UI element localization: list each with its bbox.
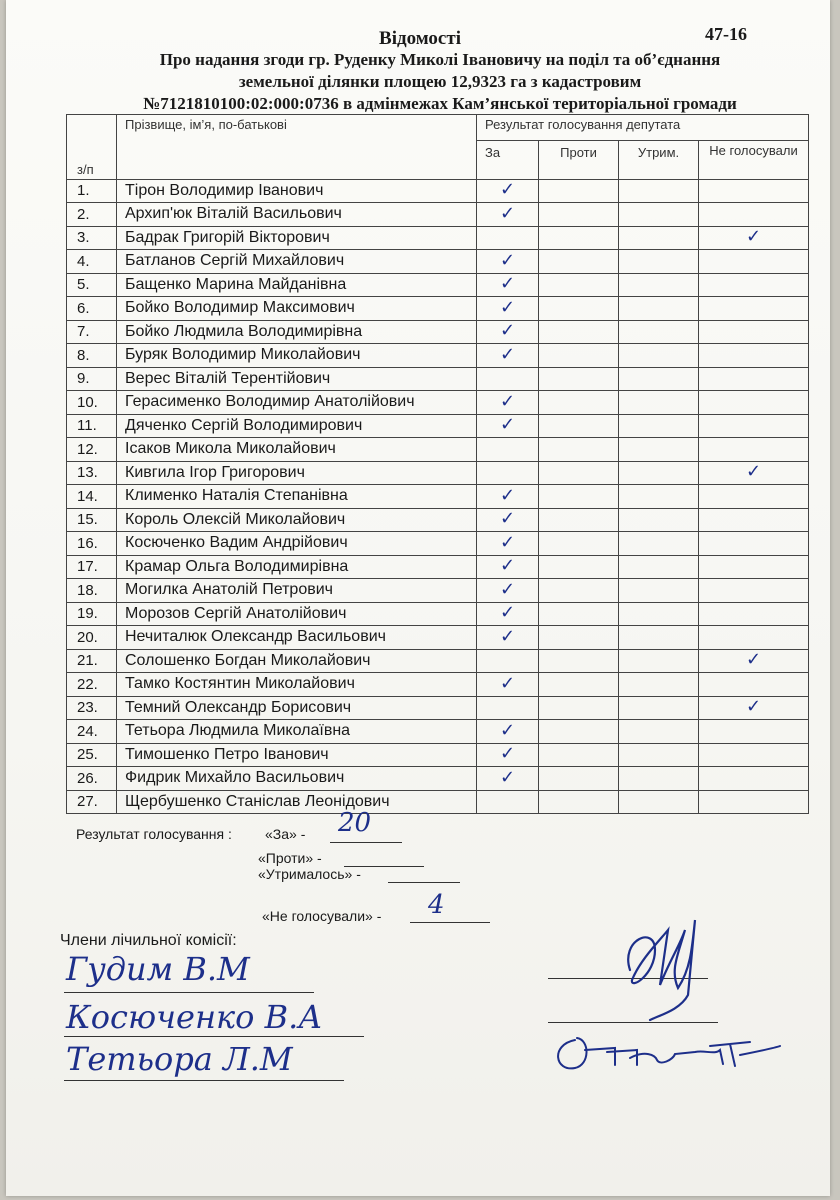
- vote-cell-ne: [699, 555, 809, 579]
- vote-cell-utrym: [619, 602, 699, 626]
- vote-cell-proty: [539, 579, 619, 603]
- vote-cell-za: [477, 367, 539, 391]
- voting-table: [66, 114, 809, 814]
- vote-cell-ne: [699, 602, 809, 626]
- vote-cell-ne: [699, 532, 809, 556]
- commission-signature-1: Гудим В.М: [66, 950, 250, 988]
- vote-cell-za: [477, 438, 539, 462]
- vote-cell-ne: [699, 579, 809, 603]
- table-row: [67, 391, 809, 415]
- table-row: [67, 203, 809, 227]
- vote-cell-za: [477, 179, 539, 203]
- table-row: [67, 485, 809, 509]
- vote-cell-ne: [699, 438, 809, 462]
- row-number: 26.: [67, 767, 117, 791]
- vote-cell-za: [477, 485, 539, 509]
- vote-cell-utrym: [619, 579, 699, 603]
- vote-cell-proty: [539, 649, 619, 673]
- vote-cell-proty: [539, 626, 619, 650]
- row-number: 14.: [67, 485, 117, 509]
- row-number: 18.: [67, 579, 117, 603]
- table-row: [67, 532, 809, 556]
- vote-cell-utrym: [619, 438, 699, 462]
- vote-cell-proty: [539, 320, 619, 344]
- deputy-name: Щербушенко Станіслав Леонідович: [117, 790, 477, 814]
- table-row: [67, 273, 809, 297]
- row-number: 20.: [67, 626, 117, 650]
- header-za: За: [477, 140, 539, 179]
- vote-cell-utrym: [619, 320, 699, 344]
- deputy-name: Бадрак Григорій Вікторович: [117, 226, 477, 250]
- row-number: 7.: [67, 320, 117, 344]
- commission-signature-2: Косюченко В.А: [66, 998, 323, 1036]
- vote-cell-za: [477, 767, 539, 791]
- za-label: «За» -: [265, 826, 306, 842]
- check-mark-icon: ✓: [745, 226, 762, 248]
- header-utrym: Утрим.: [619, 140, 699, 179]
- signature-line-3: [64, 1080, 344, 1081]
- vote-cell-ne: [699, 273, 809, 297]
- row-number: 2.: [67, 203, 117, 227]
- vote-cell-ne: [699, 203, 809, 227]
- deputy-name: Крамар Ольга Володимирівна: [117, 555, 477, 579]
- check-mark-icon: ✓: [745, 461, 762, 483]
- vote-cell-proty: [539, 414, 619, 438]
- vote-cell-ne: [699, 485, 809, 509]
- vote-cell-proty: [539, 297, 619, 321]
- check-mark-icon: ✓: [499, 555, 516, 577]
- vote-cell-utrym: [619, 226, 699, 250]
- vote-cell-utrym: [619, 344, 699, 368]
- header-name: Прізвище, ім’я, по-батькові: [117, 115, 477, 180]
- check-mark-icon: ✓: [499, 625, 516, 647]
- vote-cell-utrym: [619, 273, 699, 297]
- deputy-name: Буряк Володимир Миколайович: [117, 344, 477, 368]
- vote-cell-ne: [699, 673, 809, 697]
- table-row: [67, 743, 809, 767]
- vote-cell-za: [477, 696, 539, 720]
- vote-cell-ne: [699, 743, 809, 767]
- check-mark-icon: ✓: [499, 249, 516, 271]
- vote-cell-proty: [539, 367, 619, 391]
- commission-label: Члени лічильної комісії:: [60, 932, 237, 949]
- vote-cell-utrym: [619, 649, 699, 673]
- vote-cell-za: [477, 226, 539, 250]
- signature-line-2: [64, 1036, 364, 1037]
- vote-cell-proty: [539, 391, 619, 415]
- deputy-name: Тимошенко Петро Іванович: [117, 743, 477, 767]
- vote-cell-proty: [539, 720, 619, 744]
- vote-cell-ne: [699, 461, 809, 485]
- proty-label: «Проти» -: [258, 850, 322, 866]
- table-row: [67, 720, 809, 744]
- deputy-name: Кивгила Ігор Григорович: [117, 461, 477, 485]
- row-number: 12.: [67, 438, 117, 462]
- vote-cell-za: [477, 673, 539, 697]
- vote-cell-za: [477, 532, 539, 556]
- row-number: 19.: [67, 602, 117, 626]
- check-mark-icon: ✓: [499, 531, 516, 553]
- vote-cell-proty: [539, 438, 619, 462]
- vote-cell-za: [477, 649, 539, 673]
- vote-cell-proty: [539, 743, 619, 767]
- deputy-name: Тетьора Людмила Миколаївна: [117, 720, 477, 744]
- vote-cell-za: [477, 250, 539, 274]
- vote-cell-proty: [539, 790, 619, 814]
- vote-cell-ne: [699, 696, 809, 720]
- vote-cell-proty: [539, 602, 619, 626]
- vote-cell-za: [477, 461, 539, 485]
- deputy-name: Бойко Людмила Володимирівна: [117, 320, 477, 344]
- vote-cell-ne: [699, 414, 809, 438]
- vote-cell-ne: [699, 297, 809, 321]
- row-number: 24.: [67, 720, 117, 744]
- check-mark-icon: ✓: [499, 202, 516, 224]
- row-number: 8.: [67, 344, 117, 368]
- vote-cell-ne: [699, 250, 809, 274]
- row-number: 3.: [67, 226, 117, 250]
- deputy-name: Темний Олександр Борисович: [117, 696, 477, 720]
- vote-cell-za: [477, 344, 539, 368]
- row-number: 9.: [67, 367, 117, 391]
- vote-cell-ne: [699, 626, 809, 650]
- utrym-label: «Утрималось» -: [258, 866, 361, 882]
- deputy-name: Морозов Сергій Анатолійович: [117, 602, 477, 626]
- vote-cell-proty: [539, 508, 619, 532]
- vote-cell-utrym: [619, 179, 699, 203]
- table-row: [67, 696, 809, 720]
- vote-cell-utrym: [619, 743, 699, 767]
- document-title: Відомості: [379, 28, 461, 49]
- deputy-name: Могилка Анатолій Петрович: [117, 579, 477, 603]
- deputy-name: Архип'юк Віталій Васильович: [117, 203, 477, 227]
- deputy-name: Герасименко Володимир Анатолійович: [117, 391, 477, 415]
- row-number: 6.: [67, 297, 117, 321]
- deputy-name: Верес Віталій Терентійович: [117, 367, 477, 391]
- vote-cell-proty: [539, 485, 619, 509]
- check-mark-icon: ✓: [499, 672, 516, 694]
- vote-cell-utrym: [619, 767, 699, 791]
- vote-cell-utrym: [619, 790, 699, 814]
- check-mark-icon: ✓: [499, 766, 516, 788]
- document-number: 47-16: [705, 24, 747, 44]
- deputy-name: Клименко Наталія Степанівна: [117, 485, 477, 509]
- vote-cell-ne: [699, 344, 809, 368]
- header-result: Результат голосування депутата: [477, 115, 809, 141]
- za-count: 20: [338, 808, 372, 838]
- deputy-name: Косюченко Вадим Андрійович: [117, 532, 477, 556]
- header-ne: Не голосували: [699, 140, 809, 179]
- vote-cell-ne: [699, 320, 809, 344]
- vote-cell-ne: [699, 508, 809, 532]
- check-mark-icon: ✓: [499, 343, 516, 365]
- deputy-name: Тамко Костянтин Миколайович: [117, 673, 477, 697]
- vote-cell-ne: [699, 720, 809, 744]
- check-mark-icon: ✓: [499, 320, 516, 342]
- row-number: 27.: [67, 790, 117, 814]
- check-mark-icon: ✓: [499, 484, 516, 506]
- table-row: [67, 438, 809, 462]
- vote-cell-utrym: [619, 532, 699, 556]
- check-mark-icon: ✓: [499, 578, 516, 600]
- table-row: [67, 226, 809, 250]
- check-mark-icon: ✓: [499, 719, 516, 741]
- table-row: [67, 649, 809, 673]
- row-number: 4.: [67, 250, 117, 274]
- row-number: 16.: [67, 532, 117, 556]
- vote-cell-utrym: [619, 485, 699, 509]
- vote-cell-proty: [539, 344, 619, 368]
- table-row: [67, 602, 809, 626]
- vote-cell-proty: [539, 555, 619, 579]
- vote-cell-utrym: [619, 508, 699, 532]
- table-row: [67, 414, 809, 438]
- vote-cell-utrym: [619, 367, 699, 391]
- row-number: 15.: [67, 508, 117, 532]
- vote-cell-proty: [539, 273, 619, 297]
- signature-line-1: [64, 992, 314, 993]
- subject-line-2: земельної ділянки площею 12,9323 га з кадастровим: [238, 72, 642, 91]
- vote-cell-proty: [539, 250, 619, 274]
- table-row: [67, 344, 809, 368]
- row-number: 17.: [67, 555, 117, 579]
- check-mark-icon: ✓: [499, 273, 516, 295]
- vote-cell-za: [477, 297, 539, 321]
- table-row: [67, 673, 809, 697]
- vote-cell-utrym: [619, 673, 699, 697]
- vote-cell-utrym: [619, 555, 699, 579]
- vote-cell-utrym: [619, 626, 699, 650]
- vote-cell-za: [477, 743, 539, 767]
- table-row: [67, 461, 809, 485]
- vote-cell-za: [477, 602, 539, 626]
- table-row: [67, 179, 809, 203]
- vote-cell-proty: [539, 179, 619, 203]
- vote-cell-utrym: [619, 696, 699, 720]
- vote-cell-proty: [539, 767, 619, 791]
- check-mark-icon: ✓: [745, 696, 762, 718]
- vote-cell-za: [477, 203, 539, 227]
- vote-cell-za: [477, 391, 539, 415]
- row-number: 10.: [67, 391, 117, 415]
- secretary-signature-icon: [545, 1010, 785, 1080]
- deputy-name: Бащенко Марина Майданівна: [117, 273, 477, 297]
- vote-cell-ne: [699, 767, 809, 791]
- table-row: [67, 297, 809, 321]
- deputy-name: Дяченко Сергій Володимирович: [117, 414, 477, 438]
- za-line: [330, 842, 402, 843]
- vote-cell-ne: [699, 367, 809, 391]
- commission-signature-3: Тетьора Л.М: [66, 1040, 293, 1078]
- vote-cell-utrym: [619, 203, 699, 227]
- check-mark-icon: ✓: [499, 296, 516, 318]
- table-row: [67, 790, 809, 814]
- vote-cell-za: [477, 273, 539, 297]
- vote-cell-ne: [699, 179, 809, 203]
- table-row: [67, 508, 809, 532]
- vote-cell-ne: [699, 391, 809, 415]
- deputy-name: Нечиталюк Олександр Васильович: [117, 626, 477, 650]
- ne-label: «Не голосували» -: [262, 908, 382, 924]
- vote-cell-utrym: [619, 414, 699, 438]
- deputy-name: Король Олексій Миколайович: [117, 508, 477, 532]
- table-row: [67, 367, 809, 391]
- row-number: 21.: [67, 649, 117, 673]
- check-mark-icon: ✓: [499, 743, 516, 765]
- row-number: 25.: [67, 743, 117, 767]
- vote-cell-ne: [699, 790, 809, 814]
- vote-cell-za: [477, 555, 539, 579]
- vote-cell-proty: [539, 461, 619, 485]
- table-row: [67, 767, 809, 791]
- row-number: 13.: [67, 461, 117, 485]
- table-row: [67, 250, 809, 274]
- deputy-name: Бойко Володимир Максимович: [117, 297, 477, 321]
- vote-cell-za: [477, 320, 539, 344]
- deputy-name: Ісаков Микола Миколайович: [117, 438, 477, 462]
- row-number: 1.: [67, 179, 117, 203]
- vote-cell-utrym: [619, 461, 699, 485]
- vote-cell-za: [477, 626, 539, 650]
- check-mark-icon: ✓: [499, 508, 516, 530]
- vote-cell-za: [477, 508, 539, 532]
- deputy-name: Фидрик Михайло Васильович: [117, 767, 477, 791]
- check-mark-icon: ✓: [499, 414, 516, 436]
- results-label: Результат голосування :: [76, 826, 232, 842]
- vote-cell-za: [477, 790, 539, 814]
- row-number: 11.: [67, 414, 117, 438]
- check-mark-icon: ✓: [499, 390, 516, 412]
- utrym-line: [388, 882, 460, 883]
- vote-cell-proty: [539, 673, 619, 697]
- vote-cell-za: [477, 414, 539, 438]
- vote-cell-za: [477, 720, 539, 744]
- deputy-name: Солошенко Богдан Миколайович: [117, 649, 477, 673]
- deputy-name: Батланов Сергій Михайлович: [117, 250, 477, 274]
- header-proty: Проти: [539, 140, 619, 179]
- vote-cell-utrym: [619, 297, 699, 321]
- ne-count: 4: [428, 890, 445, 920]
- subject-line-3: №7121810100:02:000:0736 в адмінмежах Кам’янської територіальної громади: [143, 94, 737, 113]
- ne-line: [410, 922, 490, 923]
- check-mark-icon: ✓: [745, 649, 762, 671]
- vote-cell-za: [477, 579, 539, 603]
- table-row: [67, 579, 809, 603]
- vote-cell-proty: [539, 226, 619, 250]
- vote-cell-proty: [539, 203, 619, 227]
- vote-cell-ne: [699, 226, 809, 250]
- table-row: [67, 320, 809, 344]
- vote-cell-utrym: [619, 391, 699, 415]
- header-num: з/п: [67, 115, 117, 180]
- check-mark-icon: ✓: [499, 602, 516, 624]
- row-number: 23.: [67, 696, 117, 720]
- vote-cell-utrym: [619, 720, 699, 744]
- vote-cell-ne: [699, 649, 809, 673]
- deputy-name: Тірон Володимир Іванович: [117, 179, 477, 203]
- row-number: 5.: [67, 273, 117, 297]
- vote-cell-utrym: [619, 250, 699, 274]
- subject-line-1: Про надання згоди гр. Руденку Миколі Івановичу на поділ та об’єднання: [159, 50, 721, 69]
- table-row: [67, 626, 809, 650]
- vote-cell-proty: [539, 696, 619, 720]
- vote-cell-proty: [539, 532, 619, 556]
- check-mark-icon: ✓: [499, 179, 516, 201]
- row-number: 22.: [67, 673, 117, 697]
- table-row: [67, 555, 809, 579]
